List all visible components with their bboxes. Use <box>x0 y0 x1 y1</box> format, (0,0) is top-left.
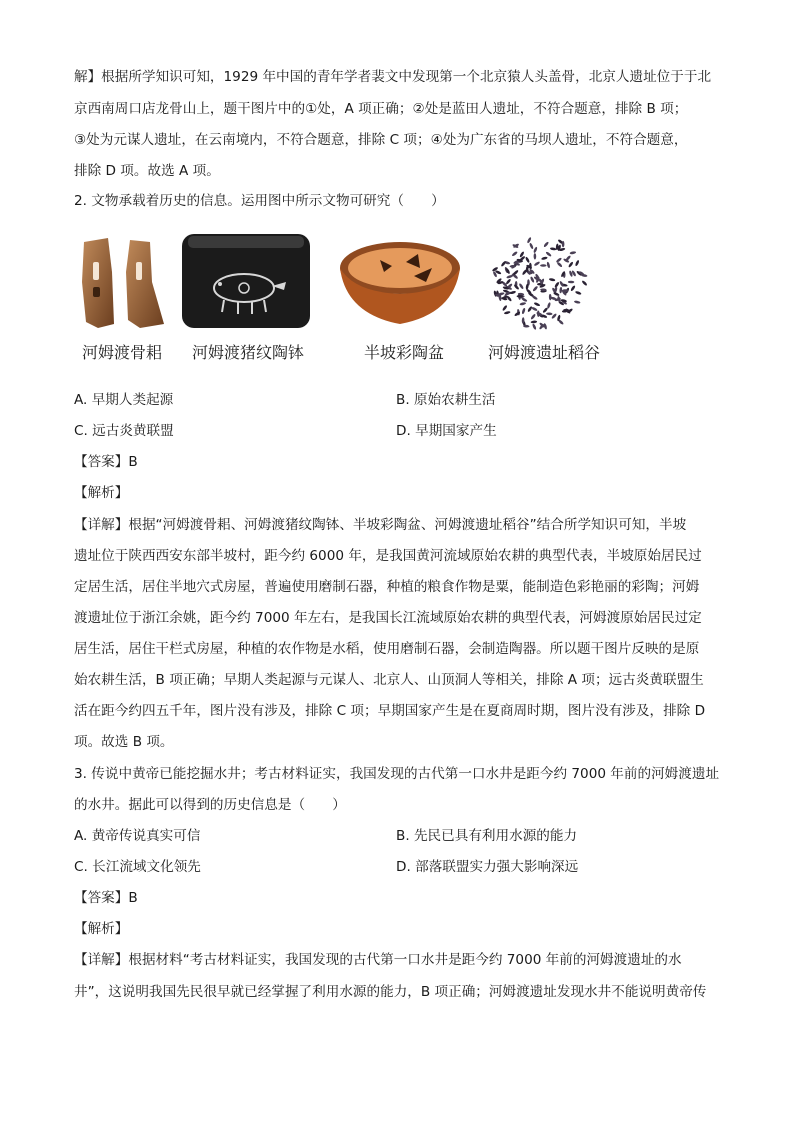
q2-detail-line-4: 渡遗址位于浙江余姚，距今约 7000 年左右，是我国长江流域原始农耕的典型代表，河姆渡原始居民过定 <box>74 610 702 626</box>
q2-detail-line-3: 定居生活，居住半地穴式房屋，普遍使用磨制石器，种植的粮食作物是粟，能制造色彩艳丽的彩陶；河姆 <box>74 579 700 595</box>
q3-option-d: D. 部落联盟实力强大影响深远 <box>396 859 579 875</box>
q3-analysis-label: 【解析】 <box>74 921 129 937</box>
q3-question-line-2: 的水井。据此可以得到的历史信息是（ ） <box>74 797 346 813</box>
figure-caption-painted-basin: 半坡彩陶盆 <box>364 343 445 362</box>
q3-detail-line-2: 井”，这说明我国先民很早就已经掌握了利用水源的能力，B 项正确；河姆渡遗址发现水井不能说明黄帝传 <box>74 984 707 1000</box>
q1-analysis-line-1: 解】根据所学知识可知，1929 年中国的青年学者裴文中发现第一个北京猿人头盖骨，北京人遗址位于于北 <box>74 69 712 85</box>
q2-answer: 【答案】B <box>74 454 138 470</box>
figure-caption-bone-spade: 河姆渡骨耜 <box>82 343 163 362</box>
figure-caption-pig-bowl: 河姆渡猪纹陶钵 <box>192 343 305 362</box>
q2-detail-line-8: 项。故选 B 项。 <box>74 734 174 750</box>
q3-option-a: A. 黄帝传说真实可信 <box>74 828 201 844</box>
q2-option-a: A. 早期人类起源 <box>74 392 174 408</box>
q2-option-b: B. 原始农耕生活 <box>396 392 496 408</box>
q2-option-c: C. 远古炎黄联盟 <box>74 423 174 439</box>
figure-caption-rice: 河姆渡遗址稻谷 <box>488 343 601 362</box>
q3-question-line-1: 3. 传说中黄帝已能挖掘水井；考古材料证实，我国发现的古代第一口水井是距今约 7000 年前的河姆渡遗址 <box>74 766 720 782</box>
q2-detail-line-2: 遗址位于陕西西安东部半坡村，距今约 6000 年，是我国黄河流域原始农耕的典型代表，半坡原始居民过 <box>74 548 702 564</box>
q3-option-c: C. 长江流域文化领先 <box>74 859 201 875</box>
q2-option-d: D. 早期国家产生 <box>396 423 497 439</box>
q2-detail-line-5: 居生活，居住干栏式房屋，种植的农作物是水稻，使用磨制石器，会制造陶器。所以题干图片反映的是原 <box>74 641 700 657</box>
q2-detail-line-1: 【详解】根据“河姆渡骨耜、河姆渡猪纹陶钵、半坡彩陶盆、河姆渡遗址稻谷”结合所学知识可知，半坡 <box>74 517 687 533</box>
q2-analysis-label: 【解析】 <box>74 485 129 501</box>
rice-grains-icon <box>484 232 594 332</box>
q3-answer: 【答案】B <box>74 890 138 906</box>
q2-question: 2. 文物承载着历史的信息。运用图中所示文物可研究（ ） <box>74 193 445 209</box>
q1-analysis-line-2: 京西南周口店龙骨山上，题干图片中的①处，A 项正确；②处是蓝田人遗址，不符合题意，排除 B 项； <box>74 101 688 117</box>
q1-analysis-line-3: ③处为元谋人遗址，在云南境内，不符合题意，排除 C 项；④处为广东省的马坝人遗址，不符合题意， <box>74 132 688 148</box>
pig-pattern-pottery-bowl-icon <box>180 230 312 330</box>
bone-spade-icon <box>78 232 168 332</box>
q3-detail-line-1: 【详解】根据材料“考古材料证实，我国发现的古代第一口水井是距今约 7000 年前的河姆渡遗址的水 <box>74 952 682 968</box>
q3-option-b: B. 先民已具有利用水源的能力 <box>396 828 578 844</box>
q2-detail-line-6: 始农耕生活，B 项正确；早期人类起源与元谋人、北京人、山顶洞人等相关，排除 A 项；远古炎黄联盟生 <box>74 672 704 688</box>
painted-pottery-basin-icon <box>336 232 464 332</box>
q1-analysis-line-4: 排除 D 项。故选 A 项。 <box>74 163 220 179</box>
q2-detail-line-7: 活在距今约四五千年，图片没有涉及，排除 C 项；早期国家产生是在夏商周时期，图片没有涉及，排除 D <box>74 703 706 719</box>
